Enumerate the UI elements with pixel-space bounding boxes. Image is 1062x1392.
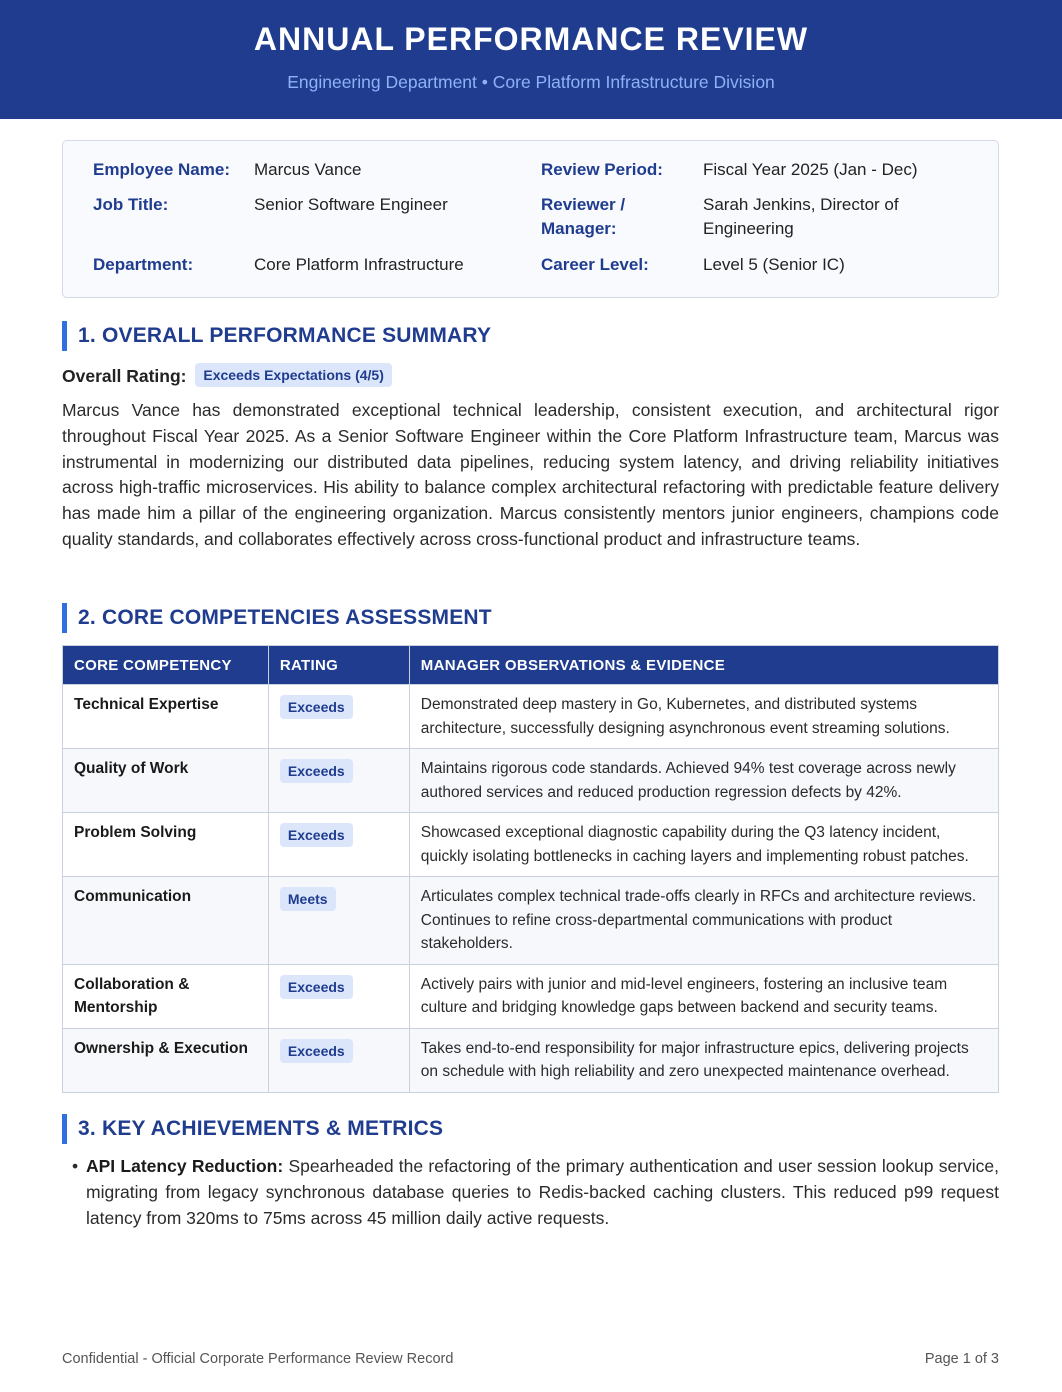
document-title: ANNUAL PERFORMANCE REVIEW <box>253 21 809 57</box>
document-header <box>0 0 1062 119</box>
column-header-rating: RATING <box>268 646 409 685</box>
evidence-cell: Demonstrated deep mastery in Go, Kubernetes, and distributed systems architecture, successfully designing asynchronous event streaming solutions. <box>409 685 998 749</box>
table-row <box>63 964 999 1028</box>
section-title-competencies: 2. CORE COMPETENCIES ASSESSMENT <box>62 603 492 633</box>
column-header-evidence: MANAGER OBSERVATIONS & EVIDENCE <box>409 646 998 685</box>
info-row-3 <box>63 253 998 277</box>
reviewer-label-line2: Manager: <box>541 219 617 238</box>
rating-badge: Exceeds <box>280 695 353 719</box>
rating-cell <box>268 1028 409 1092</box>
job-title-value: Senior Software Engineer <box>254 195 448 214</box>
department-label: Department: <box>93 255 194 274</box>
evidence-cell: Articulates complex technical trade-offs clearly in RFCs and architecture reviews. Continues to refine cross-departmental communications with product stakeholders. <box>409 877 998 965</box>
reviewer-value-line2: Engineering <box>703 219 794 238</box>
employee-name-label: Employee Name: <box>93 160 230 179</box>
reviewer-label <box>541 193 671 241</box>
reviewer-value <box>703 193 963 241</box>
rating-cell <box>268 749 409 813</box>
rating-cell <box>268 877 409 965</box>
column-header-competency: CORE COMPETENCY <box>63 646 269 685</box>
review-period-value: Fiscal Year 2025 (Jan - Dec) <box>703 160 918 179</box>
career-level-value: Level 5 (Senior IC) <box>703 255 845 274</box>
competency-name: Collaboration & Mentorship <box>63 964 269 1028</box>
rating-badge: Exceeds <box>280 823 353 847</box>
section-title-achievements: 3. KEY ACHIEVEMENTS & METRICS <box>62 1114 443 1144</box>
summary-paragraph: Marcus Vance has demonstrated exceptional technical leadership, consistent execution, and architectural rigor throughout Fiscal Year 2025. As a Senior Software Engineer within the Core Platform Infrastructure team, Marcus was instrumental in modernizing our distributed data pipelines, reducing system latency, and driving reliability initiatives across high-traffic microservices. His ability to balance complex architectural refactoring with predictable feature delivery has made him a pillar of the engineering organization. Marcus consistently mentors junior engineers, champions code quality standards, and collaborates effectively across cross-functional product and infrastructure teams. <box>62 400 999 549</box>
section-title-summary: 1. OVERALL PERFORMANCE SUMMARY <box>62 321 491 351</box>
bullet-icon: • <box>72 1156 79 1176</box>
career-level-label: Career Level: <box>541 255 649 274</box>
overall-rating <box>62 363 392 389</box>
rating-badge: Exceeds <box>280 759 353 783</box>
rating-cell <box>268 964 409 1028</box>
job-title-label: Job Title: <box>93 195 169 214</box>
page-footer <box>62 1349 999 1369</box>
review-period-label: Review Period: <box>541 160 663 179</box>
competency-name: Quality of Work <box>63 749 269 813</box>
overall-rating-label: Overall Rating: <box>62 366 187 386</box>
table-row <box>63 749 999 813</box>
evidence-cell: Maintains rigorous code standards. Achieved 94% test coverage across newly authored services and reduced production regression defects by 42%. <box>409 749 998 813</box>
info-row-2 <box>63 193 998 241</box>
rating-badge: Exceeds <box>280 1039 353 1063</box>
competency-name: Ownership & Execution <box>63 1028 269 1092</box>
document-subtitle: Engineering Department • Core Platform Infrastructure Division <box>287 72 775 92</box>
employee-info-box <box>62 140 999 298</box>
table-header-row <box>63 646 999 685</box>
department-value: Core Platform Infrastructure <box>254 255 464 274</box>
table-row <box>63 685 999 749</box>
overall-rating-badge: Exceeds Expectations (4/5) <box>195 363 392 387</box>
page-number: Page 1 of 3 <box>924 1351 999 1367</box>
reviewer-value-line1: Sarah Jenkins, Director of <box>703 195 899 214</box>
evidence-cell: Actively pairs with junior and mid-level engineers, fostering an inclusive team culture and bridging knowledge gaps between backend and security teams. <box>409 964 998 1028</box>
table-row <box>63 813 999 877</box>
competency-name: Technical Expertise <box>63 685 269 749</box>
rating-badge: Exceeds <box>280 975 353 999</box>
rating-cell <box>268 685 409 749</box>
evidence-cell: Showcased exceptional diagnostic capability during the Q3 latency incident, quickly isolating bottlenecks in caching layers and implementing robust patches. <box>409 813 998 877</box>
achievement-label: API Latency Reduction: <box>86 1156 284 1176</box>
competencies-table <box>62 645 999 1093</box>
evidence-cell: Takes end-to-end responsibility for major infrastructure epics, delivering projects on schedule with high reliability and zero unexpected maintenance overhead. <box>409 1028 998 1092</box>
competency-name: Problem Solving <box>63 813 269 877</box>
list-item <box>62 1154 999 1231</box>
table-row <box>63 1028 999 1092</box>
achievement-text: Spearheaded the refactoring of the primary authentication and user session lookup service, migrating from legacy synchronous database queries to Redis-backed caching clusters. This reduced p99 request latency from 320ms to 75ms across 45 million daily active requests. <box>86 1156 999 1228</box>
competency-name: Communication <box>63 877 269 965</box>
rating-cell <box>268 813 409 877</box>
table-row <box>63 877 999 965</box>
info-row-1 <box>63 158 998 182</box>
footer-confidential: Confidential - Official Corporate Performance Review Record <box>62 1351 454 1367</box>
employee-name-value: Marcus Vance <box>254 160 362 179</box>
reviewer-label-line1: Reviewer / <box>541 195 626 214</box>
achievements-list <box>62 1154 999 1231</box>
rating-badge: Meets <box>280 887 336 911</box>
